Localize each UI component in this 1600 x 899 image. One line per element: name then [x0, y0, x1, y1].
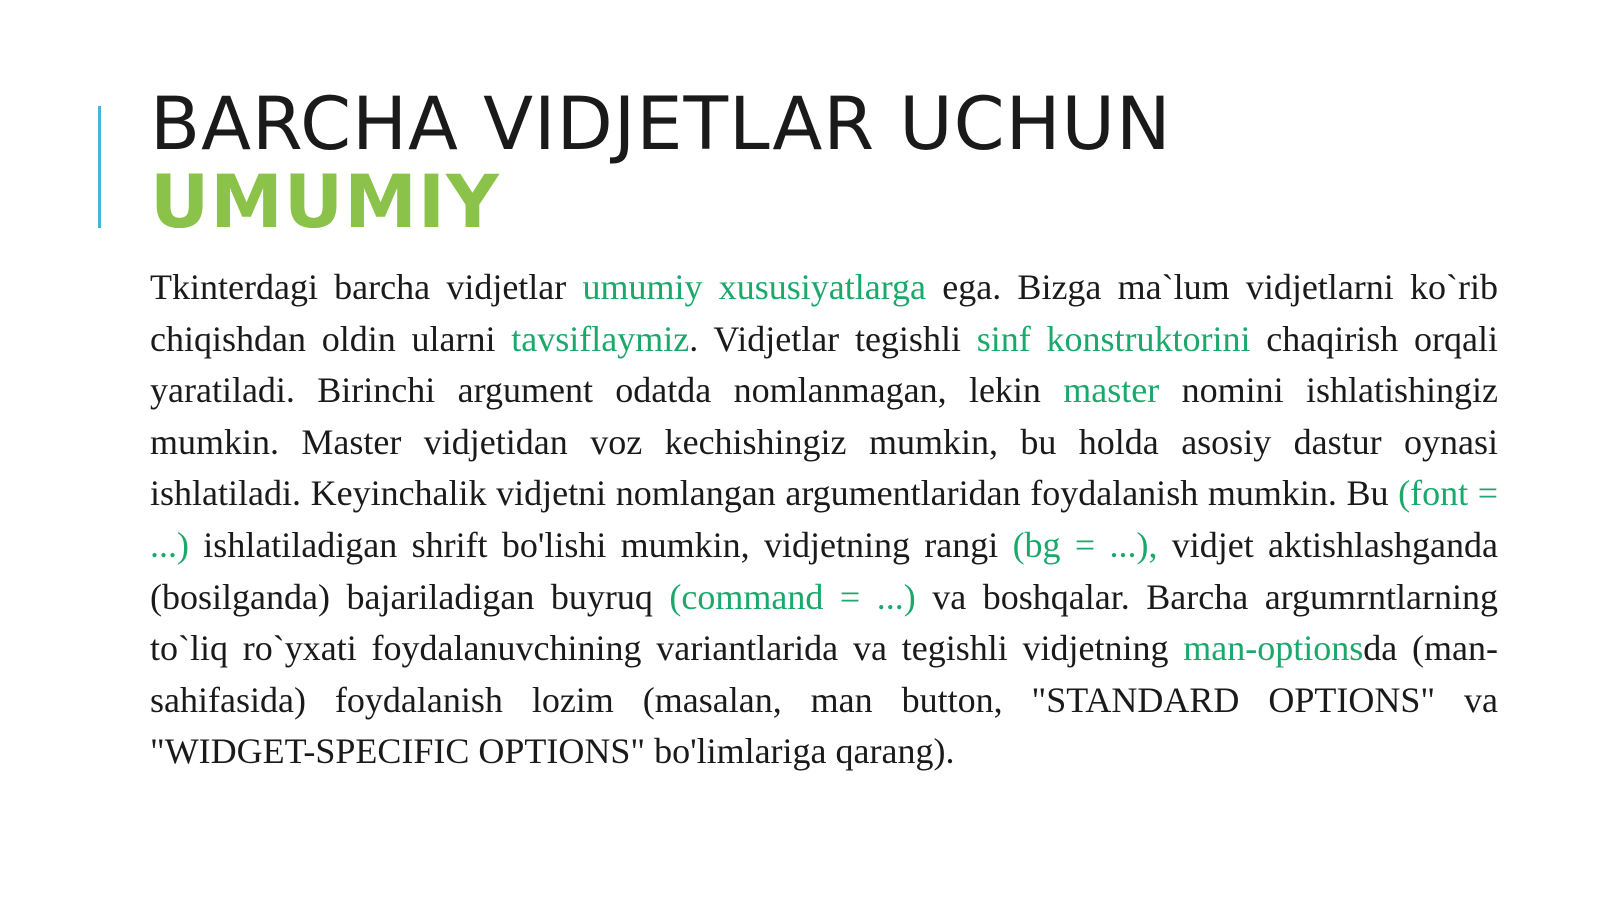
slide-title-line-1: BARCHA VIDJETLAR UCHUN: [150, 82, 1172, 167]
body-segment: da (man-sahifasida) foydalanish lozim (masalan, man button, "STANDARD OPTIONS" va "WIDGET-SPECIFIC OPTIONS" bo'limlariga qarang).: [150, 628, 1498, 772]
slide-title: [150, 82, 1530, 245]
body-highlight: umumiy xususiyatlarga: [582, 267, 927, 307]
body-segment: nomini ishlatishingiz mumkin. Master vidjetidan voz kechishingiz mumkin, bu holda asosiy dastur oynasi ishlatiladi. Keyinchalik vidjetni nomlangan argumentlaridan foydalanish mumkin. Bu: [150, 370, 1498, 514]
body-segment: Tkinterdagi barcha vidjetlar: [150, 267, 583, 307]
body-segment: . Vidjetlar tegishli: [689, 318, 977, 359]
body-highlight: sinf konstruktorini: [976, 318, 1251, 359]
body-highlight: (command = ...): [669, 576, 916, 617]
body-segment: va boshqalar. Barcha argumrntlarning to`liq ro`yxati foydalanuvchining variantlarida va tegishli vidjetning: [150, 576, 1498, 669]
body-highlight: tavsiflaymiz: [511, 318, 690, 359]
slide-title-line-2: UMUMIY: [150, 160, 500, 245]
body-segment: ishlatiladigan shrift bo'lishi mumkin, vidjetning rangi: [189, 524, 1013, 565]
title-accent-bar: [98, 106, 101, 228]
body-highlight: (font = ...): [150, 473, 1498, 565]
body-highlight: (bg = ...),: [1012, 524, 1158, 565]
body-highlight: man-options: [1183, 628, 1364, 669]
body-segment: chaqirish orqali yaratiladi. Birinchi argument odatda nomlanmagan, lekin: [150, 318, 1499, 411]
body-highlight: master: [1063, 370, 1160, 411]
body-segment: vidjet aktishlashganda (bosilganda) bajariladigan buyruq: [150, 524, 1498, 617]
body-segment: ega. Bizga ma`lum vidjetlarni ko`rib chiqishdan oldin ularni: [150, 267, 1498, 359]
slide-body-paragraph: [150, 262, 1498, 778]
